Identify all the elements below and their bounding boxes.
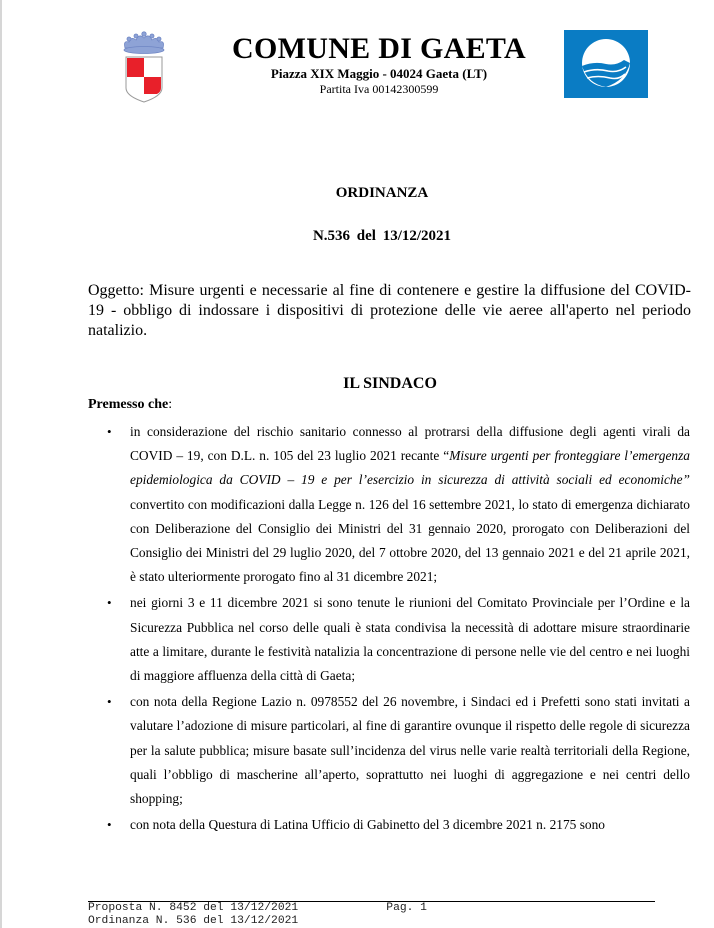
list-item-text-tail: convertito con modificazioni dalla Legge n. 126 del 16 settembre 2021, lo stato di emergenza dichiarato con Deliberazione del Consiglio dei Ministri del 31 gennaio 2020, prorogato con Deliberazioni del Consiglio dei Ministri del 29 luglio 2020, del 7 ottobre 2020, del 13 gennaio 2021 e del 21 aprile 2021, è stato ulteriormente prorogato fino al 31 dicembre 2021; bbox=[130, 496, 690, 585]
page-footer bbox=[88, 902, 427, 927]
bullet-icon: • bbox=[107, 424, 112, 439]
premise-label bbox=[88, 397, 172, 413]
bullet-icon: • bbox=[107, 694, 112, 710]
ordinance-number: N.536 del 13/12/2021 bbox=[312, 228, 452, 244]
bullet-icon: • bbox=[107, 817, 112, 833]
list-item bbox=[104, 591, 690, 688]
premise-list bbox=[104, 420, 690, 839]
list-item-text: con nota della Questura di Latina Ufficio di Gabinetto del 3 dicembre 2021 n. 2175 sono bbox=[130, 817, 606, 833]
footer-proposal-line: Proposta N. 8452 del 13/12/2021 Pag. 1 bbox=[88, 902, 427, 914]
footer-ordinance-line: Ordinanza N. 536 del 13/12/2021 bbox=[88, 914, 299, 927]
subject-paragraph: Oggetto: Misure urgenti e necessarie al fine di contenere e gestire la diffusione del COVID- 19 - obbligo di indossare i dispositivi di protezione delle vie aeree all'aperto nel periodo natalizio. bbox=[88, 282, 691, 339]
blue-flag-icon bbox=[564, 30, 648, 98]
list-item bbox=[104, 420, 690, 589]
authority-heading: IL SINDACO bbox=[343, 375, 437, 392]
list-item-text: con nota della Regione Lazio n. 0978552 del 26 novembre, i Sindaci ed i Prefetti sono stati invitati a valutare l’adozione di misure particolari, al fine di garantire ovunque il rispetto delle regole di sicurezza per la salute pubblica; misure basate sull’incidenza del virus nelle varie realtà territoriali della Regione, quali l’obbligo di mascherine all’aperto, soprattutto nei luoghi di aggregazione e nei centri dello shopping; bbox=[130, 694, 690, 807]
premise-colon: : bbox=[168, 397, 173, 412]
document-page bbox=[2, 0, 714, 928]
premise-label-text: Premesso che bbox=[88, 397, 169, 412]
vat-number: Partita Iva 00142300599 bbox=[319, 82, 439, 96]
list-item bbox=[104, 813, 690, 837]
municipality-address: Piazza XIX Maggio - 04024 Gaeta (LT) bbox=[270, 66, 488, 81]
list-item-text: nei giorni 3 e 11 dicembre 2021 si sono tenute le riunioni del Comitato Provinciale per l’Ordine e la Sicurezza Pubblica nel corso delle quali è stata condivisa la necessità di adottare misure straordinarie atte a limitare, durante le festività natalizia la concentrazione di persone nelle vie del centro e nei luoghi di maggiore affluenza della città di Gaeta; bbox=[130, 595, 690, 684]
list-item-text: in considerazione del rischio sanitario connesso al protrarsi della diffusione degli agenti virali da COVID – 19, con D.L. n. 105 del 23 luglio 2021 recante “ bbox=[130, 424, 690, 464]
list-item-italic: Misure urgenti per fronteggiare l’emergenza epidemiologica da COVID – 19 e per l’esercizio in sicurezza di attività sociali ed economiche” bbox=[130, 448, 690, 488]
list-item bbox=[104, 690, 690, 811]
bullet-icon: • bbox=[107, 595, 112, 611]
ordinance-heading: ORDINANZA bbox=[335, 185, 429, 201]
municipality-title: COMUNE DI GAETA bbox=[232, 32, 526, 65]
